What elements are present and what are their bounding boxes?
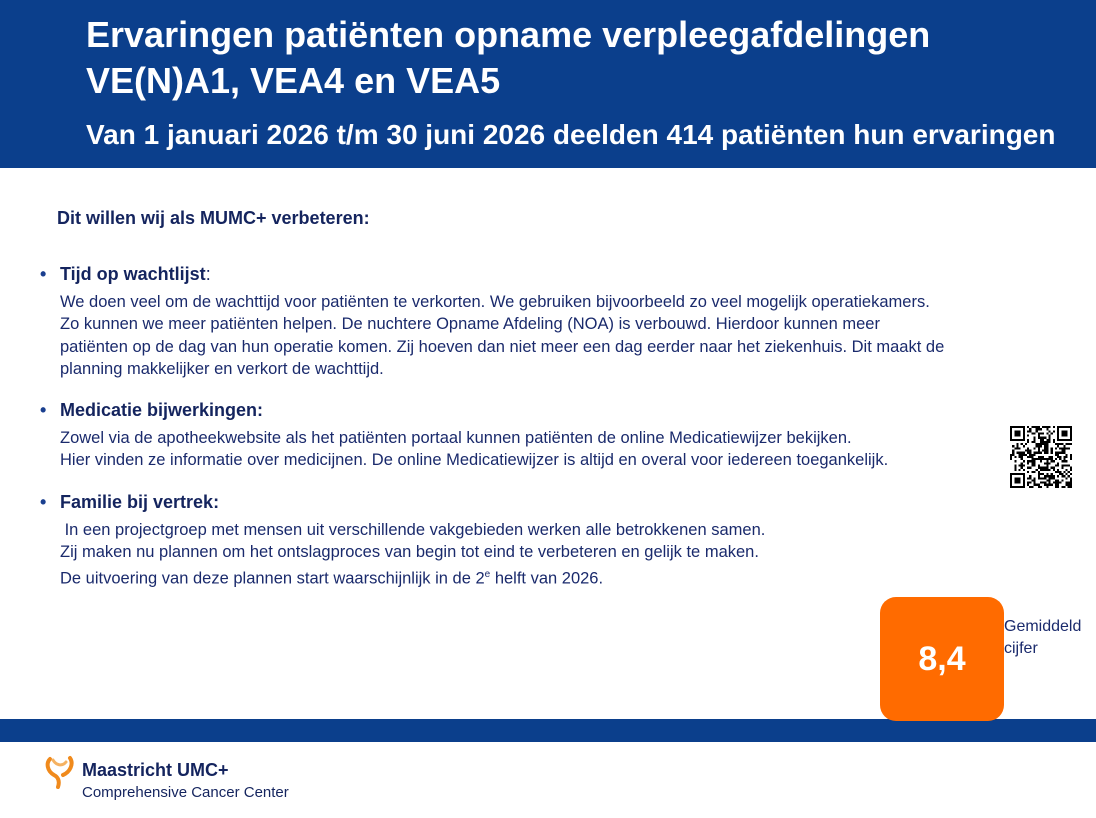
logo-subtitle: Comprehensive Cancer Center — [82, 784, 289, 801]
section-body — [60, 291, 944, 381]
mumc-logo-icon — [44, 755, 76, 789]
body-line: planning makkelijker en verkort de wachttijd. — [60, 360, 384, 379]
body-line: In een projectgroep met mensen uit verschillende vakgebieden werken alle betrokkenen samen. — [60, 521, 766, 539]
bullet-icon: • — [40, 264, 47, 284]
body-line-text: helft van 2026. — [490, 569, 604, 588]
section-heading: Medicatie bijwerkingen: — [60, 400, 264, 420]
section-heading-colon: : — [205, 264, 211, 284]
body-line: Zij maken nu plannen om het ontslagproces van begin tot eind te verbeteren en gelijk te maken. — [60, 543, 759, 562]
body-line: We doen veel om de wachttijd voor patiënten te verkorten. We gebruiken bijvoorbeeld zo veel mogelijk operatiekamers. — [60, 293, 930, 311]
title-line-1: Ervaringen patiënten opname verpleegafdelingen — [86, 14, 931, 55]
score-label-line: cijfer — [1004, 640, 1038, 657]
section-heading-text: Tijd op wachtlijst — [60, 264, 206, 284]
score-label — [1004, 616, 1081, 660]
section-body — [60, 519, 765, 590]
page-title — [86, 12, 1076, 104]
section-heading: Familie bij vertrek: — [60, 492, 220, 512]
footer-bar — [0, 719, 1096, 742]
score-value: 8,4 — [918, 639, 966, 678]
score-badge — [880, 597, 1004, 721]
section-heading — [60, 264, 211, 285]
score-label-line: Gemiddeld — [1004, 618, 1082, 635]
header-banner — [0, 0, 1096, 168]
body-line: Hier vinden ze informatie over medicijnen. De online Medicatiewijzer is altijd en overal voor iedereen toegankelijk. — [60, 451, 889, 470]
section-body — [60, 427, 888, 472]
ordinal-superscript: e — [484, 568, 491, 580]
body-line-text: De uitvoering van deze plannen start waarschijnlijk in de 2 — [60, 569, 485, 588]
body-line-last — [60, 564, 765, 590]
title-line-2: VE(N)A1, VEA4 en VEA5 — [86, 60, 501, 101]
bullet-icon: • — [40, 492, 47, 512]
body-line: patiënten op de dag van hun operatie komen. Zij hoeven dan niet meer een dag eerder naar het ziekenhuis. Dit maakt de — [60, 337, 945, 356]
qr-code-icon[interactable] — [1010, 426, 1072, 488]
body-line: Zo kunnen we meer patiënten helpen. De nuchtere Opname Afdeling (NOA) is verbouwd. Hierdoor kunnen meer — [60, 315, 880, 334]
body-line: Zowel via de apotheekwebsite als het patiënten portaal kunnen patiënten de online Medicatiewijzer bekijken. — [60, 429, 852, 447]
page-subtitle: Van 1 januari 2026 t/m 30 juni 2026 deelden 414 patiënten hun ervaringen — [86, 119, 1056, 150]
logo-name: Maastricht UMC+ — [82, 760, 229, 780]
bullet-icon: • — [40, 400, 47, 420]
intro-heading: Dit willen wij als MUMC+ verbeteren: — [57, 208, 370, 228]
